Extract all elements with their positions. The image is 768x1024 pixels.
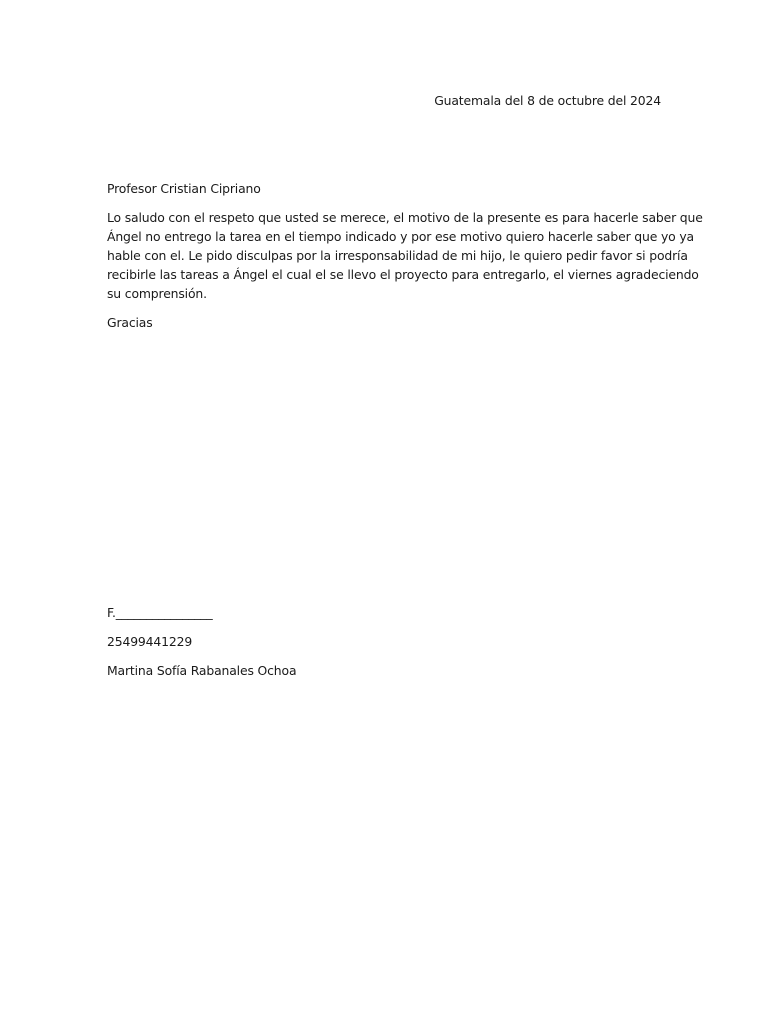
signature-line: F.________________ — [107, 605, 213, 620]
phone-number: 25499441229 — [107, 634, 193, 649]
body-line: hable con el. Le pido disculpas por la irresponsabilidad de mi hijo, le quiero pedir favor si podría — [107, 248, 688, 263]
body-paragraph — [107, 208, 703, 303]
closing-line: Gracias — [107, 315, 153, 330]
date-line: Guatemala del 8 de octubre del 2024 — [434, 93, 661, 108]
signer-name: Martina Sofía Rabanales Ochoa — [107, 663, 297, 678]
body-line: recibirle las tareas a Ángel el cual el se llevo el proyecto para entregarlo, el viernes agradeciendo — [107, 267, 699, 282]
body-line: Ángel no entrego la tarea en el tiempo indicado y por ese motivo quiero hacerle saber que yo ya — [107, 229, 695, 244]
body-line: Lo saludo con el respeto que usted se merece, el motivo de la presente es para hacerle saber que — [107, 210, 703, 225]
recipient-line: Profesor Cristian Cipriano — [107, 181, 261, 196]
body-line: su comprensión. — [107, 286, 207, 301]
